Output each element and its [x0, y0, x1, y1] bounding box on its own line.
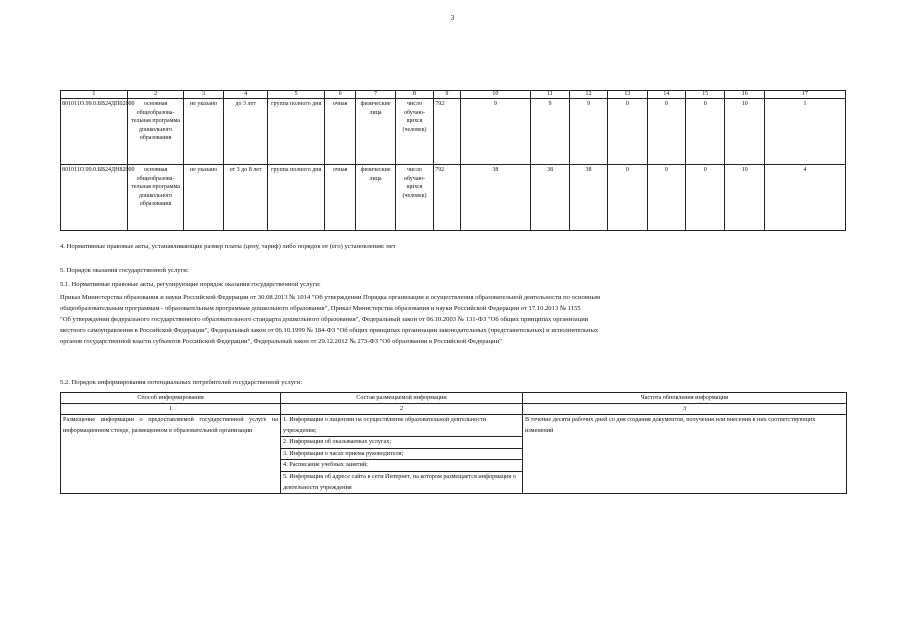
column-number: 17	[764, 91, 845, 99]
regulation-line: Приказ Министерства образования и науки Российской Федерации от 30.08.2013 № 1014 "Об утверждении Порядка организации и осуществления образовательной деятельности по основным	[60, 294, 601, 301]
table-cell: 0	[608, 99, 647, 165]
column-number: 2	[127, 91, 184, 99]
table-cell: 9	[460, 99, 531, 165]
page-number: 3	[450, 14, 455, 22]
table-cell: 10	[725, 99, 764, 165]
content-item: 4. Расписание учебных занятий;	[281, 460, 522, 472]
column-number: 7	[356, 91, 395, 99]
regulation-line: общеобразовательным программам - образовательным программам дошкольного образования", Приказ Министерства образования и науки Российской Федерации от 17.10.2013 № 1155	[60, 305, 581, 312]
column-number: 12	[569, 91, 607, 99]
regulation-line: "Об утверждении федерального государственного образовательного стандарта дошкольного образования", Федеральный закон от 06.10.2003 № 131-ФЗ "Об общих принципах организации	[60, 316, 589, 323]
column-number: 13	[608, 91, 647, 99]
registry-code-cell: 801011О.99.0.БВ24ДН82000	[61, 165, 128, 231]
table-row	[61, 165, 846, 231]
table-cell: 38	[460, 165, 531, 231]
update-frequency-cell: В течение десяти рабочих дней со дня создания документов, получения или внесения в них соответствующих изменений	[523, 415, 847, 494]
content-item: 5. Информация об адресе сайта в сети Интернет, на котором размещается информация о деятельности учреждения	[283, 472, 516, 491]
table-cell: 0	[608, 165, 647, 231]
column-number: 5	[268, 91, 325, 99]
table-row	[61, 99, 846, 165]
table-cell: 792	[434, 165, 460, 231]
table-cell: 9	[531, 99, 569, 165]
table-cell: не указано	[184, 165, 223, 231]
table-cell: не указано	[184, 99, 223, 165]
column-header: Способ информирования	[61, 393, 281, 404]
registry-code-cell: 801011О.99.0.БВ24ДП02000	[61, 99, 128, 165]
column-number: 3	[523, 404, 847, 415]
table-header-row	[61, 393, 847, 404]
table-cell: группа полного дня	[268, 99, 325, 165]
column-number: 8	[395, 91, 433, 99]
table-cell: физические лица	[356, 165, 395, 231]
table-cell: 9	[569, 99, 607, 165]
table-cell: физические лица	[356, 99, 395, 165]
service-volume-table	[60, 90, 846, 231]
table-cell: группа полного дня	[268, 165, 325, 231]
content-item: 2. Информация об оказываемых услугах;	[281, 437, 522, 449]
table-cell: очная	[324, 99, 355, 165]
content-item: 1. Информация о лицензии на осуществление образовательной деятельности учреждения;	[281, 415, 522, 437]
table-cell: число обучаю-щихся (человек)	[395, 99, 433, 165]
table-cell: до 3 лет	[223, 99, 268, 165]
informing-table	[60, 392, 847, 494]
table-cell: число обучаю-щихся (человек)	[395, 165, 433, 231]
table-cell: 38	[531, 165, 569, 231]
table-cell: 0	[686, 99, 725, 165]
column-number: 2	[281, 404, 523, 415]
information-content-cell	[281, 415, 523, 494]
section-5-1-title: 5.1. Нормативные правовые акты, регулирующие порядок оказания государственной услуги:	[60, 281, 321, 288]
table-cell: 4	[764, 165, 845, 231]
table-cell: 10	[725, 165, 764, 231]
table-cell: от 3 до 8 лет	[223, 165, 268, 231]
section-5-2-title: 5.2. Порядок информирования потенциальных потребителей государственной услуги:	[60, 379, 303, 386]
informing-method-cell: Размещение информации о предоставляемой государственной услуге на информационном стенде, размещенном в образовательной организации	[61, 415, 281, 494]
table-cell: 1	[764, 99, 845, 165]
column-number: 4	[223, 91, 268, 99]
column-header: Частота обновления информации	[523, 393, 847, 404]
table-cell: очная	[324, 165, 355, 231]
section-4-text: 4. Нормативные правовые акты, устанавливающие размер платы (цену, тариф) либо порядок ее (его) установления: нет	[60, 243, 396, 250]
column-number: 1	[61, 404, 281, 415]
column-number: 3	[184, 91, 223, 99]
table-cell: 0	[686, 165, 725, 231]
table-cell: 792	[434, 99, 460, 165]
table-row	[61, 415, 847, 494]
column-number: 15	[686, 91, 725, 99]
regulation-line: местного самоуправления в Российской Федерации", Федеральный закон от 06.10.1999 № 184-ФЗ "Об общих принципах организации законодательных (представительных) и исполнительных	[60, 327, 599, 334]
column-number: 14	[647, 91, 685, 99]
table-number-row	[61, 404, 847, 415]
table-cell: основная общеобразова-тельная программа дошкольного образования	[127, 165, 184, 231]
column-number: 9	[434, 91, 460, 99]
content-item: 3. Информация о часах приема руководителя;	[281, 449, 522, 461]
section-5-title: 5. Порядок оказания государственной услуги:	[60, 267, 189, 274]
column-header: Состав размещаемой информации	[281, 393, 523, 404]
column-number: 16	[725, 91, 764, 99]
column-number: 11	[531, 91, 569, 99]
table-cell: 0	[647, 99, 685, 165]
regulation-line: органов государственной власти субъектов Российской Федерации", Федеральный закон от 29.12.2012 № 273-ФЗ "Об образовании в Российской Федерации"	[60, 338, 502, 345]
column-number: 10	[460, 91, 531, 99]
table-cell: основная общеобразова-тельная программа дошкольного образования	[127, 99, 184, 165]
table-cell: 0	[647, 165, 685, 231]
table-cell: 38	[569, 165, 607, 231]
column-number: 6	[324, 91, 355, 99]
column-number: 1	[61, 91, 128, 99]
table-header-row	[61, 91, 846, 99]
